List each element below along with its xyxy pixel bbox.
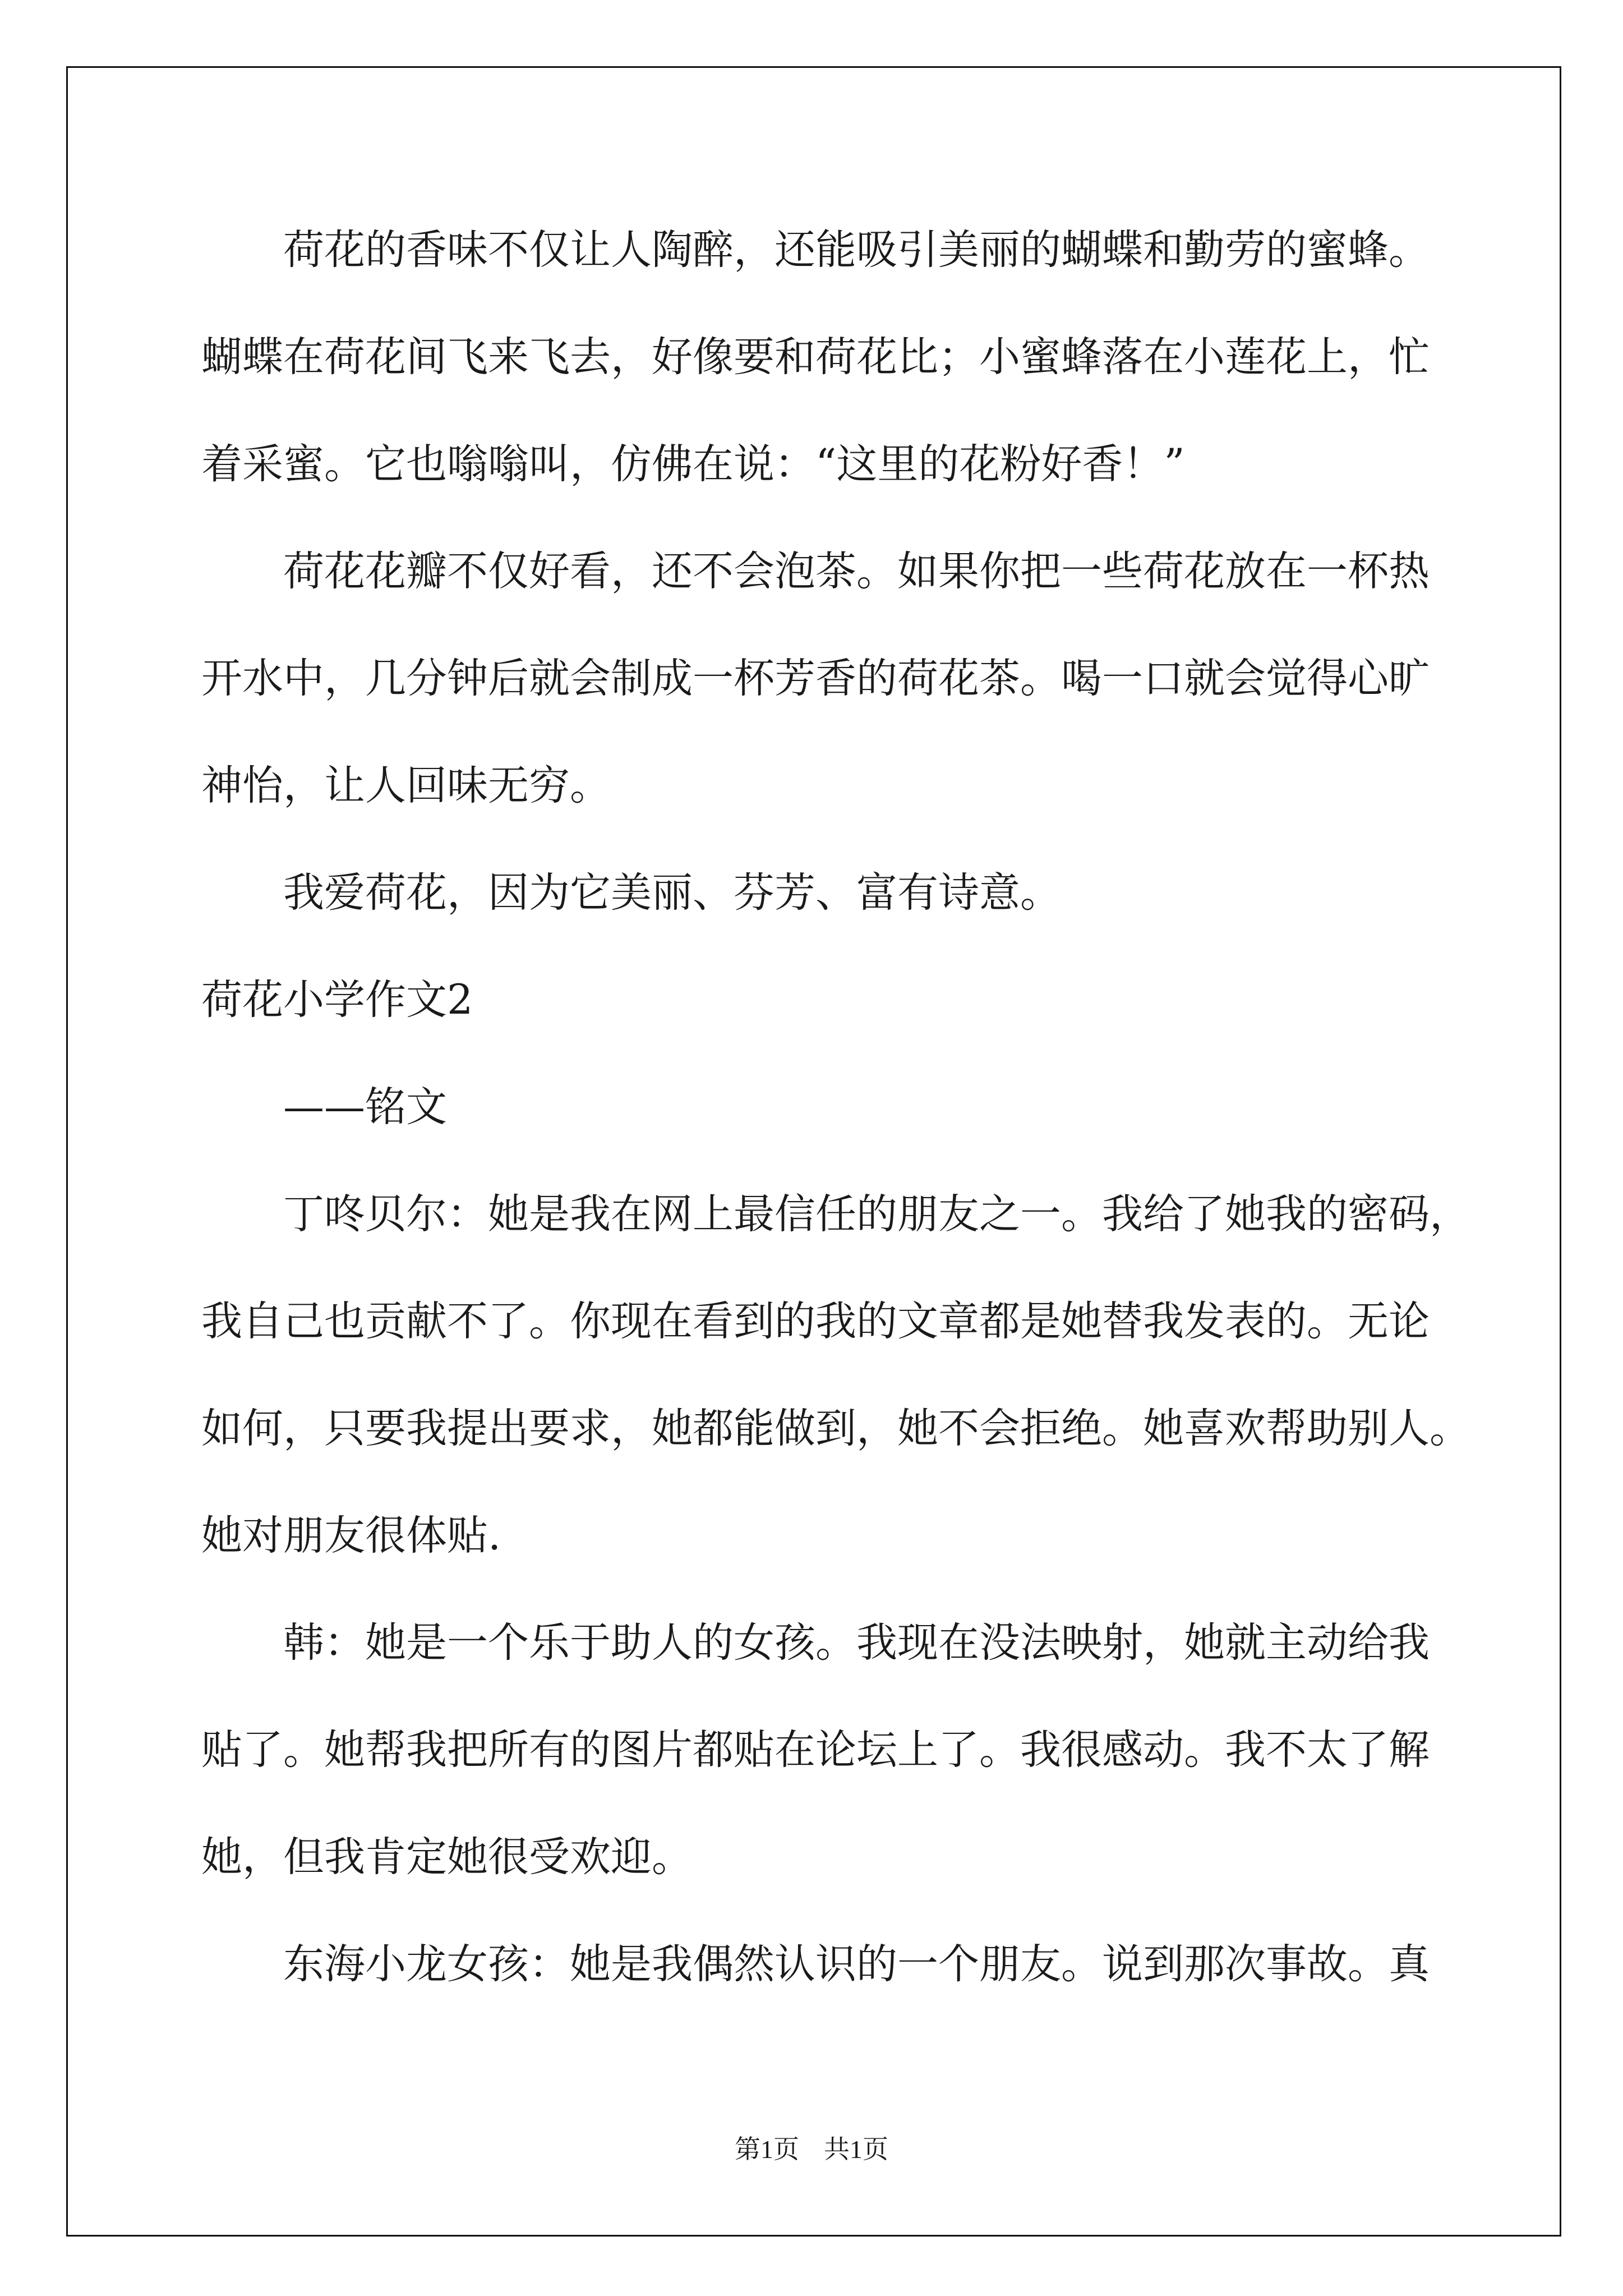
paragraph	[201, 1161, 1536, 1589]
text-line: 开水中，几分钟后就会制成一杯芳香的荷花茶。喝一口就会觉得心旷	[201, 655, 1430, 702]
paragraph	[201, 518, 1536, 839]
page-count: 共1页	[824, 2135, 888, 2164]
text-line: 如何，只要我提出要求，她都能做到，她不会拒绝。她喜欢帮助别人。	[201, 1405, 1470, 1452]
page-number: 第1页	[735, 2135, 799, 2164]
paragraph	[201, 196, 1536, 518]
text-line: 我自己也贡献不了。你现在看到的我的文章都是她替我发表的。无论	[201, 1297, 1430, 1345]
text-line: 韩：她是一个乐于助人的女孩。我现在没法映射，她就主动给我	[283, 1619, 1430, 1667]
text-line: 东海小龙女孩：她是我偶然认识的一个朋友。说到那次事故。真	[283, 1940, 1430, 1988]
text-line: 丁咚贝尔：她是我在网上最信任的朋友之一。我给了她我的密码，	[283, 1190, 1470, 1238]
page-footer	[0, 2134, 1623, 2165]
essay-byline: ——铭文	[283, 1083, 447, 1131]
text-line: 我爱荷花，因为它美丽、芬芳、富有诗意。	[283, 869, 1061, 917]
text-line: 她，但我肯定她很受欢迎。	[201, 1833, 693, 1881]
text-line: 她对朋友很体贴.	[201, 1512, 501, 1559]
paragraph	[201, 839, 1536, 946]
text-line: 贴了。她帮我把所有的图片都贴在论坛上了。我很感动。我不太了解	[201, 1726, 1430, 1774]
text-line: 蝴蝶在荷花间飞来飞去，好像要和荷花比；小蜜蜂落在小莲花上，忙	[201, 333, 1430, 381]
essay-title: 荷花小学作文2	[201, 976, 473, 1024]
text-line: 荷花花瓣不仅好看，还不会泡茶。如果你把一些荷花放在一杯热	[283, 547, 1430, 595]
text-line: 荷花的香味不仅让人陶醉，还能吸引美丽的蝴蝶和勤劳的蜜蜂。	[283, 226, 1430, 274]
document-body	[201, 196, 1536, 2018]
text-line: 神怡，让人回味无穷。	[201, 762, 611, 809]
paragraph	[201, 1589, 1536, 1911]
paragraph	[201, 1911, 1536, 2018]
text-line: 着采蜜。它也嗡嗡叫，仿佛在说：“这里的花粉好香！”	[201, 440, 1185, 488]
